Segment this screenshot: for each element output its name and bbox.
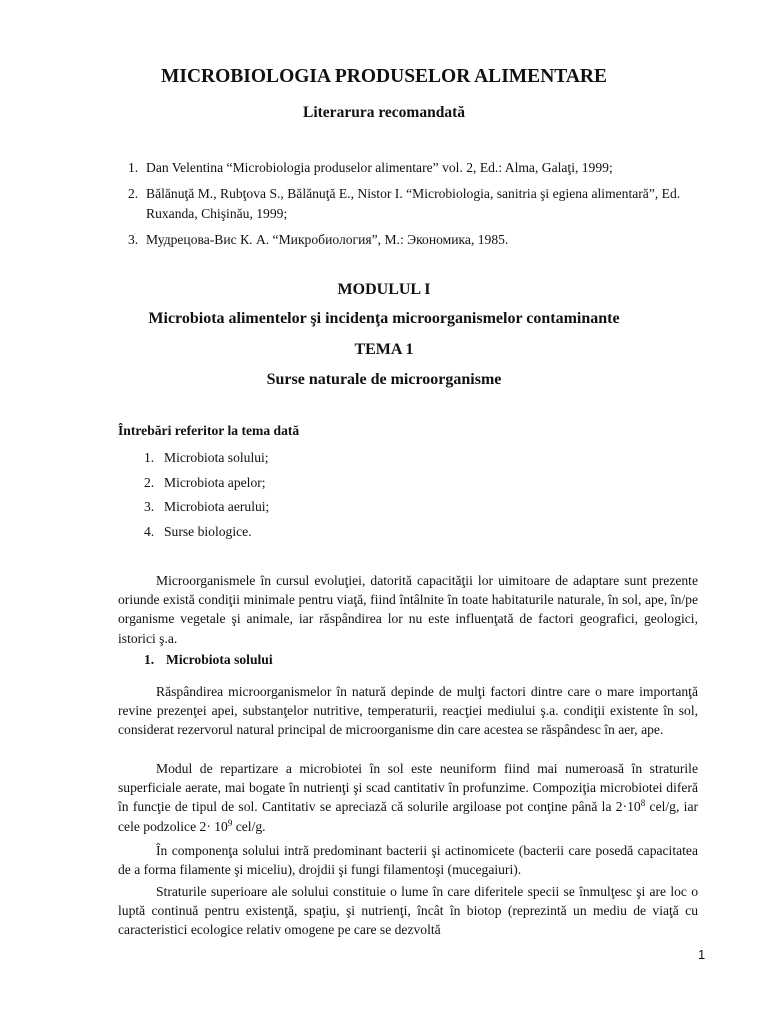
module-heading: MODULUL I	[337, 281, 431, 298]
questions-heading: Întrebări referitor la tema dată	[118, 423, 300, 438]
question-number: 3.	[144, 499, 155, 514]
document-title: MICROBIOLOGIA PRODUSELOR ALIMENTARE	[160, 66, 608, 87]
question-text: Microbiota solului;	[164, 450, 269, 465]
question-text: Surse biologice.	[164, 523, 252, 539]
paragraph	[118, 759, 698, 836]
exponent: 9	[227, 817, 233, 828]
reference-text: Bălănuţă M., Rubţova S., Bălănuţă E., Nistor I. “Microbiologia, sanitria şi egiena alimentară”, Ed. Ruxanda, Chişinău, 1999;	[146, 186, 681, 221]
paragraph	[118, 882, 698, 940]
question-number: 4.	[144, 523, 155, 539]
questions-list	[118, 448, 269, 546]
theme-heading: TEMA 1	[354, 341, 414, 358]
intro-paragraph	[118, 571, 698, 648]
question-item	[118, 473, 269, 498]
reference-number: 3.	[128, 232, 139, 247]
paragraph-text: Răspândirea microorganismelor în natură depinde de mulţi factori dintre care o mare importanţă revine prezenţei apei, substanţelor nutritive, temperaturii, reacţiei mediului ş.a. condiţii existente în sol, considerat rezervorul natural principal de microorganisme din care acestea se răspândesc în aer, ape.	[118, 684, 698, 738]
reference-number: 2.	[128, 186, 139, 201]
module-title: Microbiota alimentelor şi incidenţa microorganismelor contaminante	[148, 310, 620, 327]
paragraph	[118, 682, 698, 740]
paragraph-text: În componenţa solului intră predominant bacterii şi actinomicete (bacterii care posedă capacitatea de a forma filamente şi miceliu), drojdii şi fungi filamentoşi (mucegaiuri).	[118, 843, 698, 878]
section-number: 1.	[144, 652, 155, 667]
reference-text: Мудрецова-Вис К. А. “Микробиология”, М.: Экономика, 1985.	[146, 232, 509, 247]
reference-item	[118, 230, 698, 250]
reference-text: Dan Velentina “Microbiologia produselor alimentare” vol. 2, Ed.: Alma, Galaţi, 1999;	[146, 160, 613, 175]
section-title: Microbiota solului	[166, 652, 273, 667]
question-item	[118, 522, 269, 547]
paragraph-text: Modul de repartizare a microbiotei în sol este neuniform fiind mai numeroasă în straturile superficiale aerate, mai bogate în nutrienţi şi scad cantitativ în profunzime. Compoziţia microbiotei diferă în funcţie de tipul de sol. Cantitativ se apreciază că solurile argiloase pot conţine până la 2·10	[118, 761, 698, 815]
paragraph-text: Straturile superioare ale solului constituie o lume în care diferitele specii se înmulţesc şi are loc o luptă continuă pentru existenţă, spaţiu, şi nutrienţi, încât în biotop (reprezintă un mediu de viaţă cu caracteristici ecologice relativ omogene pe care se dezvoltă	[118, 884, 698, 938]
question-text: Microbiota aerului;	[164, 499, 270, 514]
paragraph-text: cel/g, iar cele podzolice 2· 10	[118, 799, 698, 834]
paragraph-text: cel/g.	[232, 818, 266, 834]
question-text: Microbiota apelor;	[164, 474, 266, 490]
exponent: 8	[640, 798, 646, 809]
page-number: 1	[698, 947, 706, 962]
question-number: 1.	[144, 450, 155, 465]
theme-title: Surse naturale de microorganisme	[266, 371, 502, 388]
question-item	[118, 448, 269, 473]
reference-list	[118, 158, 698, 256]
recommended-literature-heading: Literarura recomandată	[303, 104, 465, 121]
paragraph	[118, 841, 698, 879]
question-item	[118, 497, 269, 522]
reference-item	[118, 158, 698, 178]
section-heading	[144, 652, 273, 668]
intro-paragraph-text: Microorganismele în cursul evoluţiei, datorită capacităţii lor uimitoare de adaptare sunt prezente oriunde există condiţii minimale pentru viaţă, fiind întâlnite în toate habitaturile naturale, în sol, ape, în/pe organisme vegetale şi animale, iar răspândirea lor nu este influenţată de factori geografici, geologici, istorici ş.a.	[118, 573, 698, 646]
reference-number: 1.	[128, 160, 139, 175]
question-number: 2.	[144, 474, 155, 490]
reference-item	[118, 184, 698, 224]
